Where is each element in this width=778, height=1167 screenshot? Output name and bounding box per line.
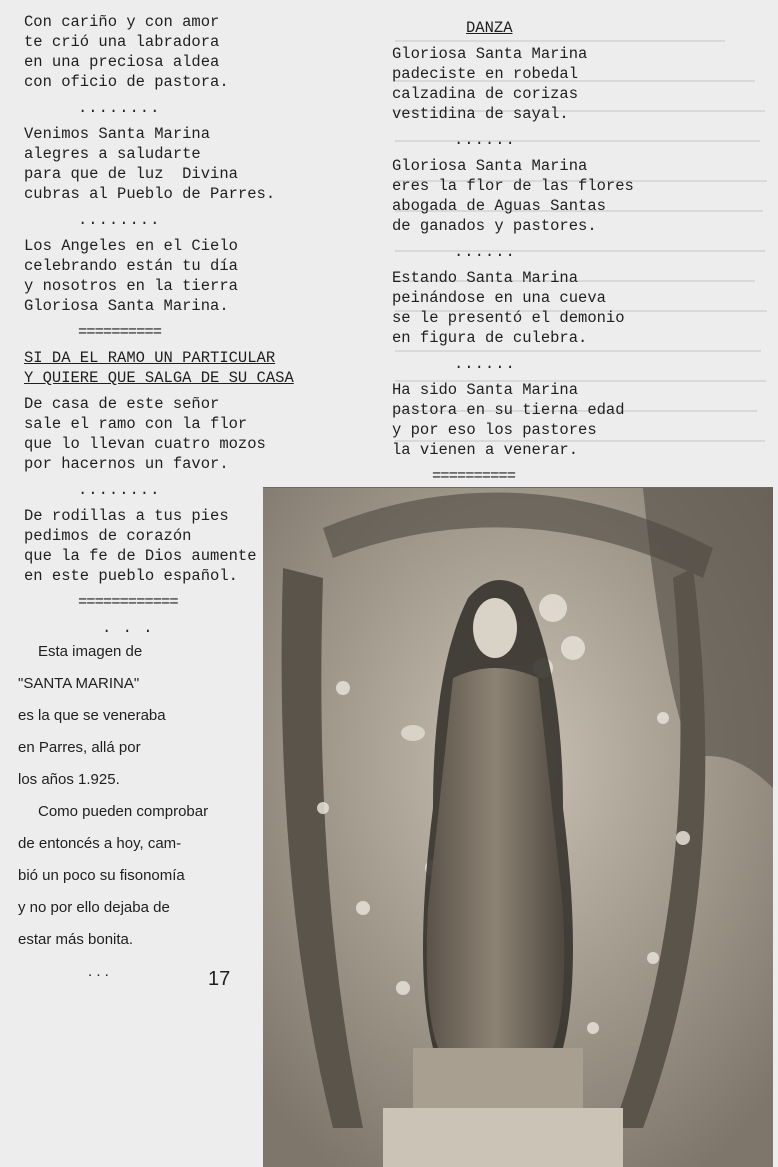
stanza: Venimos Santa Marina alegres a saludarte para que de luz Divina cubras al Pueblo de Parres.: [24, 125, 276, 203]
right-column: [392, 18, 692, 492]
dots-separator: ......: [454, 243, 516, 261]
dots-separator: ......: [454, 131, 516, 149]
ellipsis: . . .: [88, 963, 109, 980]
stanza: Gloriosa Santa Marina eres la flor de las flores abogada de Aguas Santas de ganados y pastores.: [392, 157, 634, 235]
dots-separator: ......: [454, 355, 516, 373]
dots-separator: ........: [78, 99, 161, 117]
statue-hand: [401, 725, 425, 741]
rule-separator: ==========: [78, 323, 162, 341]
statue-face: [473, 598, 517, 658]
stanza: Con cariño y con amor te crió una labradora en una preciosa aldea con oficio de pastora.: [24, 13, 229, 91]
rule-separator: ============: [78, 593, 178, 611]
stanza: Gloriosa Santa Marina padeciste en robedal calzadina de corizas vestidina de sayal.: [392, 45, 588, 123]
dots-separator: ........: [78, 211, 161, 229]
page-number: 17: [208, 968, 231, 990]
pedestal: [413, 1048, 583, 1108]
dots-separator: ........: [78, 481, 161, 499]
section-title: DANZA: [466, 19, 513, 37]
stanza: Ha sido Santa Marina pastora en su tierna edad y por eso los pastores la vienen a venerar.: [392, 381, 625, 459]
stanza: De casa de este señor sale el ramo con la flor que lo llevan cuatro mozos por hacernos un favor.: [24, 395, 266, 473]
stanza: De rodillas a tus pies pedimos de corazón que la fe de Dios aumente en este pueblo español.: [24, 507, 257, 585]
stanza: Estando Santa Marina peinándose en una cueva se le presentó el demonio en figura de culebra.: [392, 269, 625, 347]
pedestal-base: [383, 1108, 623, 1167]
section-heading: SI DA EL RAMO UN PARTICULAR Y QUIERE QUE SALGA DE SU CASA: [24, 349, 294, 387]
statue-photo: [263, 487, 773, 1167]
stanza: Los Angeles en el Cielo celebrando están tu día y nosotros en la tierra Gloriosa Santa Marina.: [24, 237, 238, 315]
statue-of-santa-marina-image: [263, 488, 773, 1167]
photo-caption: Esta imagen de "SANTA MARINA" es la que se veneraba en Parres, allá por los años 1.925. Como pueden comprobar de entoncés a hoy, cam- bió un poco su fisonomía y no por ello dejaba de estar más bonita. . . .: [18, 636, 268, 988]
ellipsis: . . .: [102, 619, 154, 637]
rule-separator: ==========: [432, 467, 516, 485]
